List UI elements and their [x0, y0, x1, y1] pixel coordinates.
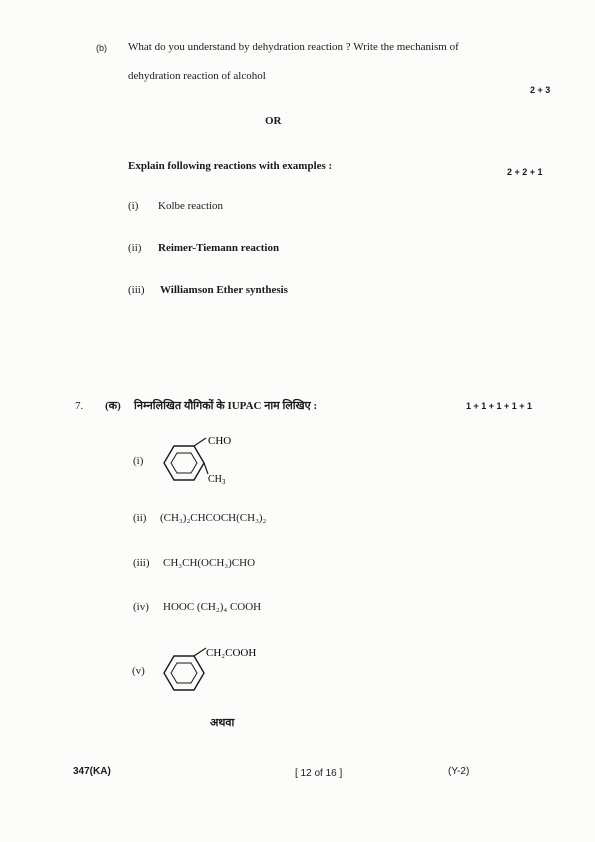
benzaldehyde-structure [158, 430, 258, 490]
question-text: निम्नलिखित यौगिकों के IUPAC नाम लिखिए : [134, 400, 318, 412]
question-part: (क) [105, 400, 121, 412]
question-number: 7. [75, 400, 84, 412]
set-code: (Y-2) [448, 766, 470, 777]
question-number: (b) [96, 43, 107, 53]
question-text-line1: What do you understand by dehydration reaction ? Write the mechanism of [128, 41, 459, 53]
sub-item-number: (v) [132, 665, 145, 677]
substituent-label: $CH_3$ [208, 474, 226, 486]
or-label: OR [265, 115, 282, 127]
sub-item-number: (iii) [133, 557, 150, 569]
page-number: [ 12 of 16 ] [295, 768, 343, 779]
question-text-line2: dehydration reaction of alcohol [128, 70, 266, 82]
sub-item-number: (ii) [133, 512, 147, 524]
sub-item-number: (i) [133, 455, 144, 467]
sub-item-number: (iv) [133, 601, 149, 613]
phenylacetic-acid-structure [158, 640, 278, 700]
marks: 2 + 3 [530, 85, 551, 95]
formula: HOOC (CH₂)₄ COOH [163, 601, 262, 613]
marks: 1 + 1 + 1 + 1 + 1 [466, 401, 533, 411]
sub-item-text: Kolbe reaction [158, 200, 224, 212]
formula: (CH₃)₂CHCOCH(CH₃)₂ [160, 512, 267, 524]
substituent-label: CHO [208, 435, 232, 447]
sub-item-number: (ii) [128, 242, 142, 254]
sub-item-number: (iii) [128, 284, 145, 296]
sub-item-text: Reimer-Tiemann reaction [158, 242, 280, 254]
sub-item-text: Williamson Ether synthesis [160, 284, 288, 296]
athva-label: अथवा [210, 717, 235, 729]
explain-question: Explain following reactions with examples : [128, 160, 333, 172]
substituent-label: CH₂COOH [206, 647, 257, 659]
sub-item-number: (i) [128, 200, 139, 212]
paper-code: 347(KA) [73, 766, 111, 777]
formula: CH₃CH(OCH₃)CHO [163, 557, 256, 569]
marks: 2 + 2 + 1 [507, 167, 543, 177]
